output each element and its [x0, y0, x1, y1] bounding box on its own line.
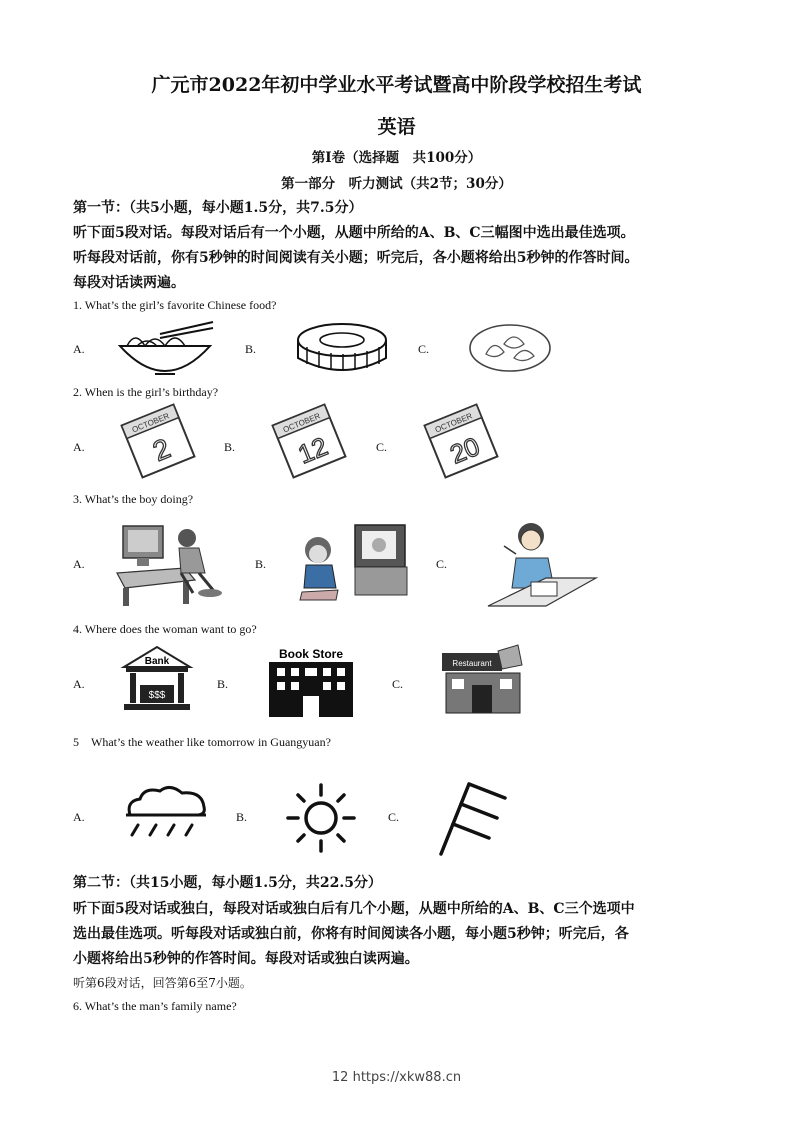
- q5-option-a[interactable]: A.: [73, 810, 85, 824]
- calendar-month-b: OCTOBER: [281, 411, 322, 435]
- page-footer: 12 https://xkw88.cn: [331, 1070, 462, 1085]
- q1-option-a[interactable]: A.: [73, 342, 85, 356]
- q3-option-b[interactable]: B.: [255, 557, 267, 571]
- question-6: 6. What’s the man’s family name?: [73, 999, 237, 1013]
- calendar-icon-b: [273, 405, 345, 477]
- q3-option-c[interactable]: C.: [436, 557, 448, 571]
- section1-instruction-2: 听每段对话前，你有5秒钟的时间阅读有关小题；听完后，各小题将给出5秒钟的作答时间。: [73, 250, 639, 266]
- calendar-icon-c: [425, 405, 497, 477]
- section1-heading: 第一节：（共5小题，每小题1.5分，共7.5分）: [73, 200, 363, 216]
- noodles-icon: [115, 318, 215, 378]
- calendar-month-c: OCTOBER: [433, 411, 474, 435]
- section2-instruction-2: 选出最佳选项。听每段对话或独白前，你将有时间阅读各小题，每小题5秒钟；听完后，各: [73, 926, 629, 942]
- question-3: 3. What’s the boy doing?: [73, 492, 194, 506]
- section2-instruction-1: 听下面5段对话或独白，每段对话或独白后有几个小题，从题中所给的A、B、C三个选项中: [73, 901, 635, 917]
- q4-option-b[interactable]: B.: [217, 677, 229, 691]
- bank-sign: Bank: [144, 656, 170, 667]
- dumplings-icon: [468, 322, 553, 374]
- bank-base-sign: $$$: [148, 690, 166, 701]
- section1-instruction-1: 听下面5段对话。每段对话后有一个小题，从题中所给的A、B、C三幅图中选出最佳选项。: [73, 225, 635, 241]
- calendar-day-a: 2: [148, 432, 175, 468]
- q4-option-a[interactable]: A.: [73, 677, 85, 691]
- sun-icon: [285, 782, 357, 854]
- bookstore-sign: Book Store: [278, 647, 344, 661]
- section1-instruction-3: 每段对话读两遍。: [73, 275, 185, 291]
- q2-option-a[interactable]: A.: [73, 440, 85, 454]
- bookstore-icon: [265, 644, 358, 719]
- subject-title: 英语: [377, 116, 416, 138]
- q5-option-c[interactable]: C.: [388, 810, 400, 824]
- q2-option-c[interactable]: C.: [376, 440, 388, 454]
- q2-option-b[interactable]: B.: [224, 440, 236, 454]
- calendar-day-c: 20: [445, 430, 484, 470]
- q3-option-a[interactable]: A.: [73, 557, 85, 571]
- section2-note: 听第6段对话，回答第6至7小题。: [73, 976, 252, 990]
- rain-cloud-icon: [122, 785, 212, 845]
- question-2: 2. When is the girl’s birthday?: [73, 385, 219, 399]
- calendar-icon-a: [122, 405, 194, 477]
- question-1: 1. What’s the girl’s favorite Chinese food?: [73, 298, 277, 312]
- part-title: 第一部分 听力测试（共2节；30分）: [281, 176, 512, 192]
- calendar-month-a: OCTOBER: [130, 411, 171, 435]
- section2-instruction-3: 小题将给出5秒钟的作答时间。每段对话或独白读两遍。: [73, 951, 419, 967]
- restaurant-icon: [440, 643, 528, 718]
- q4-option-c[interactable]: C.: [392, 677, 404, 691]
- q1-option-c[interactable]: C.: [418, 342, 430, 356]
- q5-option-b[interactable]: B.: [236, 810, 248, 824]
- question-4: 4. Where does the woman want to go?: [73, 622, 257, 636]
- wind-icon: [435, 778, 510, 858]
- volume-title: 第Ⅰ卷（选择题 共100分）: [311, 150, 482, 166]
- bank-icon: [120, 645, 195, 715]
- exam-title: 广元市2022年初中学业水平考试暨高中阶段学校招生考试: [151, 74, 642, 96]
- homework-icon: [486, 518, 598, 608]
- computer-icon: [115, 518, 230, 608]
- q1-option-b[interactable]: B.: [245, 342, 257, 356]
- question-5: 5 What’s the weather like tomorrow in Guangyuan?: [73, 735, 331, 749]
- mooncake-icon: [295, 320, 390, 375]
- section2-heading: 第二节：（共15小题，每小题1.5分，共22.5分）: [73, 875, 382, 891]
- restaurant-sign: Restaurant: [452, 659, 492, 668]
- calendar-day-b: 12: [293, 430, 332, 470]
- television-icon: [300, 520, 410, 605]
